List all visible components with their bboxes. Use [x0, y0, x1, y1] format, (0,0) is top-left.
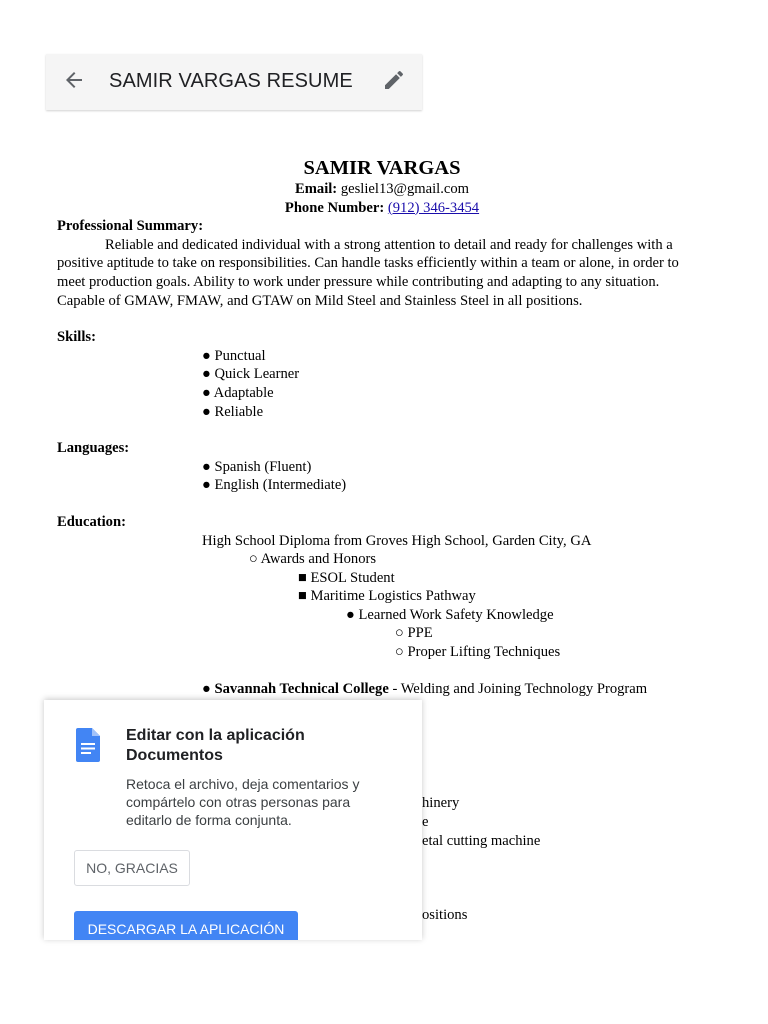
skill-item: ● Reliable	[202, 403, 264, 420]
phone-link[interactable]: (912) 346-3454	[387, 199, 480, 216]
language-item: ● Spanish (Fluent)	[202, 458, 312, 475]
no-thanks-button[interactable]: NO, GRACIAS	[74, 850, 190, 886]
email-value: gesliel13@gmail.com	[340, 181, 469, 197]
email-line	[57, 180, 707, 199]
document-title: SAMIR VARGAS RESUME	[109, 70, 353, 92]
doc-fragment: etal cutting machine	[422, 833, 541, 849]
resume-name: SAMIR VARGAS	[303, 157, 461, 179]
esol-item: ■ ESOL Student	[298, 569, 395, 586]
phone-line	[57, 199, 707, 218]
college-line	[57, 680, 707, 699]
skill-item: ● Adaptable	[202, 384, 274, 401]
email-label: Email:	[295, 181, 338, 197]
awards-item: ○ Awards and Honors	[249, 551, 377, 568]
sheet-title: Editar con la aplicación Documentos	[126, 727, 305, 764]
college-name: ● Savannah Technical College	[202, 680, 389, 697]
skill-item: ● Quick Learner	[202, 366, 300, 383]
pencil-icon[interactable]	[382, 68, 406, 92]
ppe-item: ○ PPE	[395, 625, 433, 642]
summary-text: Reliable and dedicated individual with a strong attention to detail and ready for challenges with a positive aptitude to take on responsibilities. Can handle tasks efficiently within a team or alone, in order to meet production goals. Ability to work under pressure while contributing and adapting to any situation. Capable of GMAW, FMAW, and GTAW on Mild Steel and Stainless Steel in all positions.	[57, 236, 679, 309]
google-docs-icon	[76, 728, 100, 762]
phone-label: Phone Number:	[284, 199, 385, 216]
download-app-button[interactable]: DESCARGAR LA APLICACIÓN	[74, 911, 298, 940]
lifting-item: ○ Proper Lifting Techniques	[395, 644, 561, 661]
college-program: - Welding and Joining Technology Program	[388, 680, 648, 697]
education-heading: Education:	[57, 513, 126, 530]
education-line: High School Diploma from Groves High School, Garden City, GA	[202, 532, 592, 549]
skills-heading: Skills:	[57, 329, 96, 346]
sheet-description: Retoca el archivo, deja comentarios y compártelo con otras personas para editarlo de forma conjunta.	[126, 776, 360, 828]
languages-heading: Languages:	[57, 440, 130, 457]
pathway-item: ■ Maritime Logistics Pathway	[298, 588, 476, 605]
summary-heading: Professional Summary:	[57, 218, 204, 235]
open-in-app-sheet	[44, 700, 422, 940]
skill-item: ● Punctual	[202, 347, 266, 364]
doc-fragment: hinery	[422, 795, 460, 811]
doc-fragment: e	[422, 814, 429, 830]
app-bar	[46, 54, 422, 110]
resume-document	[57, 156, 707, 698]
language-item: ● English (Intermediate)	[202, 477, 347, 494]
safety-item: ● Learned Work Safety Knowledge	[346, 606, 554, 623]
arrow-back-icon[interactable]	[62, 68, 86, 92]
doc-fragment: ositions	[422, 907, 468, 923]
